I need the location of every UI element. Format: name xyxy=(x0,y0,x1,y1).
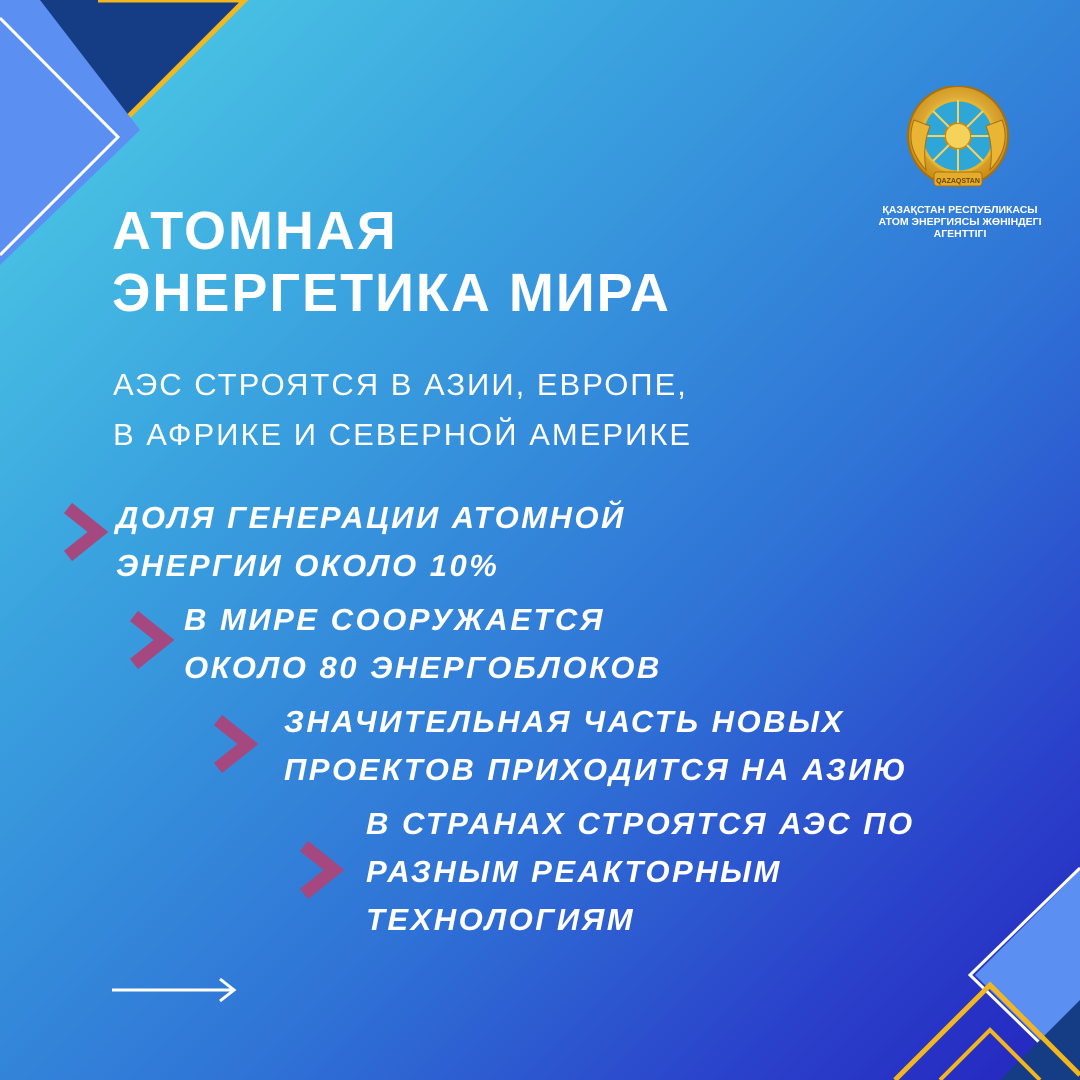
fact-1-line-1: ДОЛЯ ГЕНЕРАЦИИ АТОМНОЙ xyxy=(116,500,626,535)
agency-line-2: АТОМ ЭНЕРГИЯСЫ ЖӨНІНДЕГІ xyxy=(878,216,1042,228)
fact-item xyxy=(366,800,915,944)
chevron-right-icon xyxy=(126,608,176,672)
subtitle-line-1: АЭС СТРОЯТСЯ В АЗИИ, ЕВРОПЕ, xyxy=(113,367,688,402)
fact-2-line-1: В МИРЕ СООРУЖАЕТСЯ xyxy=(184,602,605,637)
fact-item xyxy=(284,698,908,794)
page-title xyxy=(112,200,671,324)
fact-1-line-2: ЭНЕРГИИ ОКОЛО 10% xyxy=(116,548,500,583)
title-line-2: ЭНЕРГЕТИКА МИРА xyxy=(112,263,671,323)
fact-4-line-2: РАЗНЫМ РЕАКТОРНЫМ xyxy=(366,854,782,889)
chevron-right-icon xyxy=(60,500,110,564)
fact-item xyxy=(184,596,662,692)
fact-3-line-1: ЗНАЧИТЕЛЬНАЯ ЧАСТЬ НОВЫХ xyxy=(284,704,845,739)
subtitle-line-2: В АФРИКЕ И СЕВЕРНОЙ АМЕРИКЕ xyxy=(113,417,693,452)
chevron-right-icon xyxy=(296,838,346,902)
fact-item xyxy=(116,494,626,590)
title-line-1: АТОМНАЯ xyxy=(112,201,398,261)
agency-name xyxy=(860,204,1060,240)
chevron-right-icon xyxy=(210,712,260,776)
emblem-band-text: QAZAQSTAN xyxy=(936,178,980,185)
fact-2-line-2: ОКОЛО 80 ЭНЕРГОБЛОКОВ xyxy=(184,650,662,685)
fact-4-line-1: В СТРАНАХ СТРОЯТСЯ АЭС ПО xyxy=(366,806,915,841)
arrow-right-icon[interactable] xyxy=(112,976,242,1004)
page-subtitle xyxy=(113,360,692,460)
agency-line-1: ҚАЗАҚСТАН РЕСПУБЛИКАСЫ xyxy=(882,204,1038,216)
agency-line-3: АГЕНТТІГІ xyxy=(933,228,987,240)
kazakhstan-state-emblem-icon xyxy=(900,86,1020,196)
fact-4-line-3: ТЕХНОЛОГИЯМ xyxy=(366,902,636,937)
fact-3-line-2: ПРОЕКТОВ ПРИХОДИТСЯ НА АЗИЮ xyxy=(284,752,908,787)
